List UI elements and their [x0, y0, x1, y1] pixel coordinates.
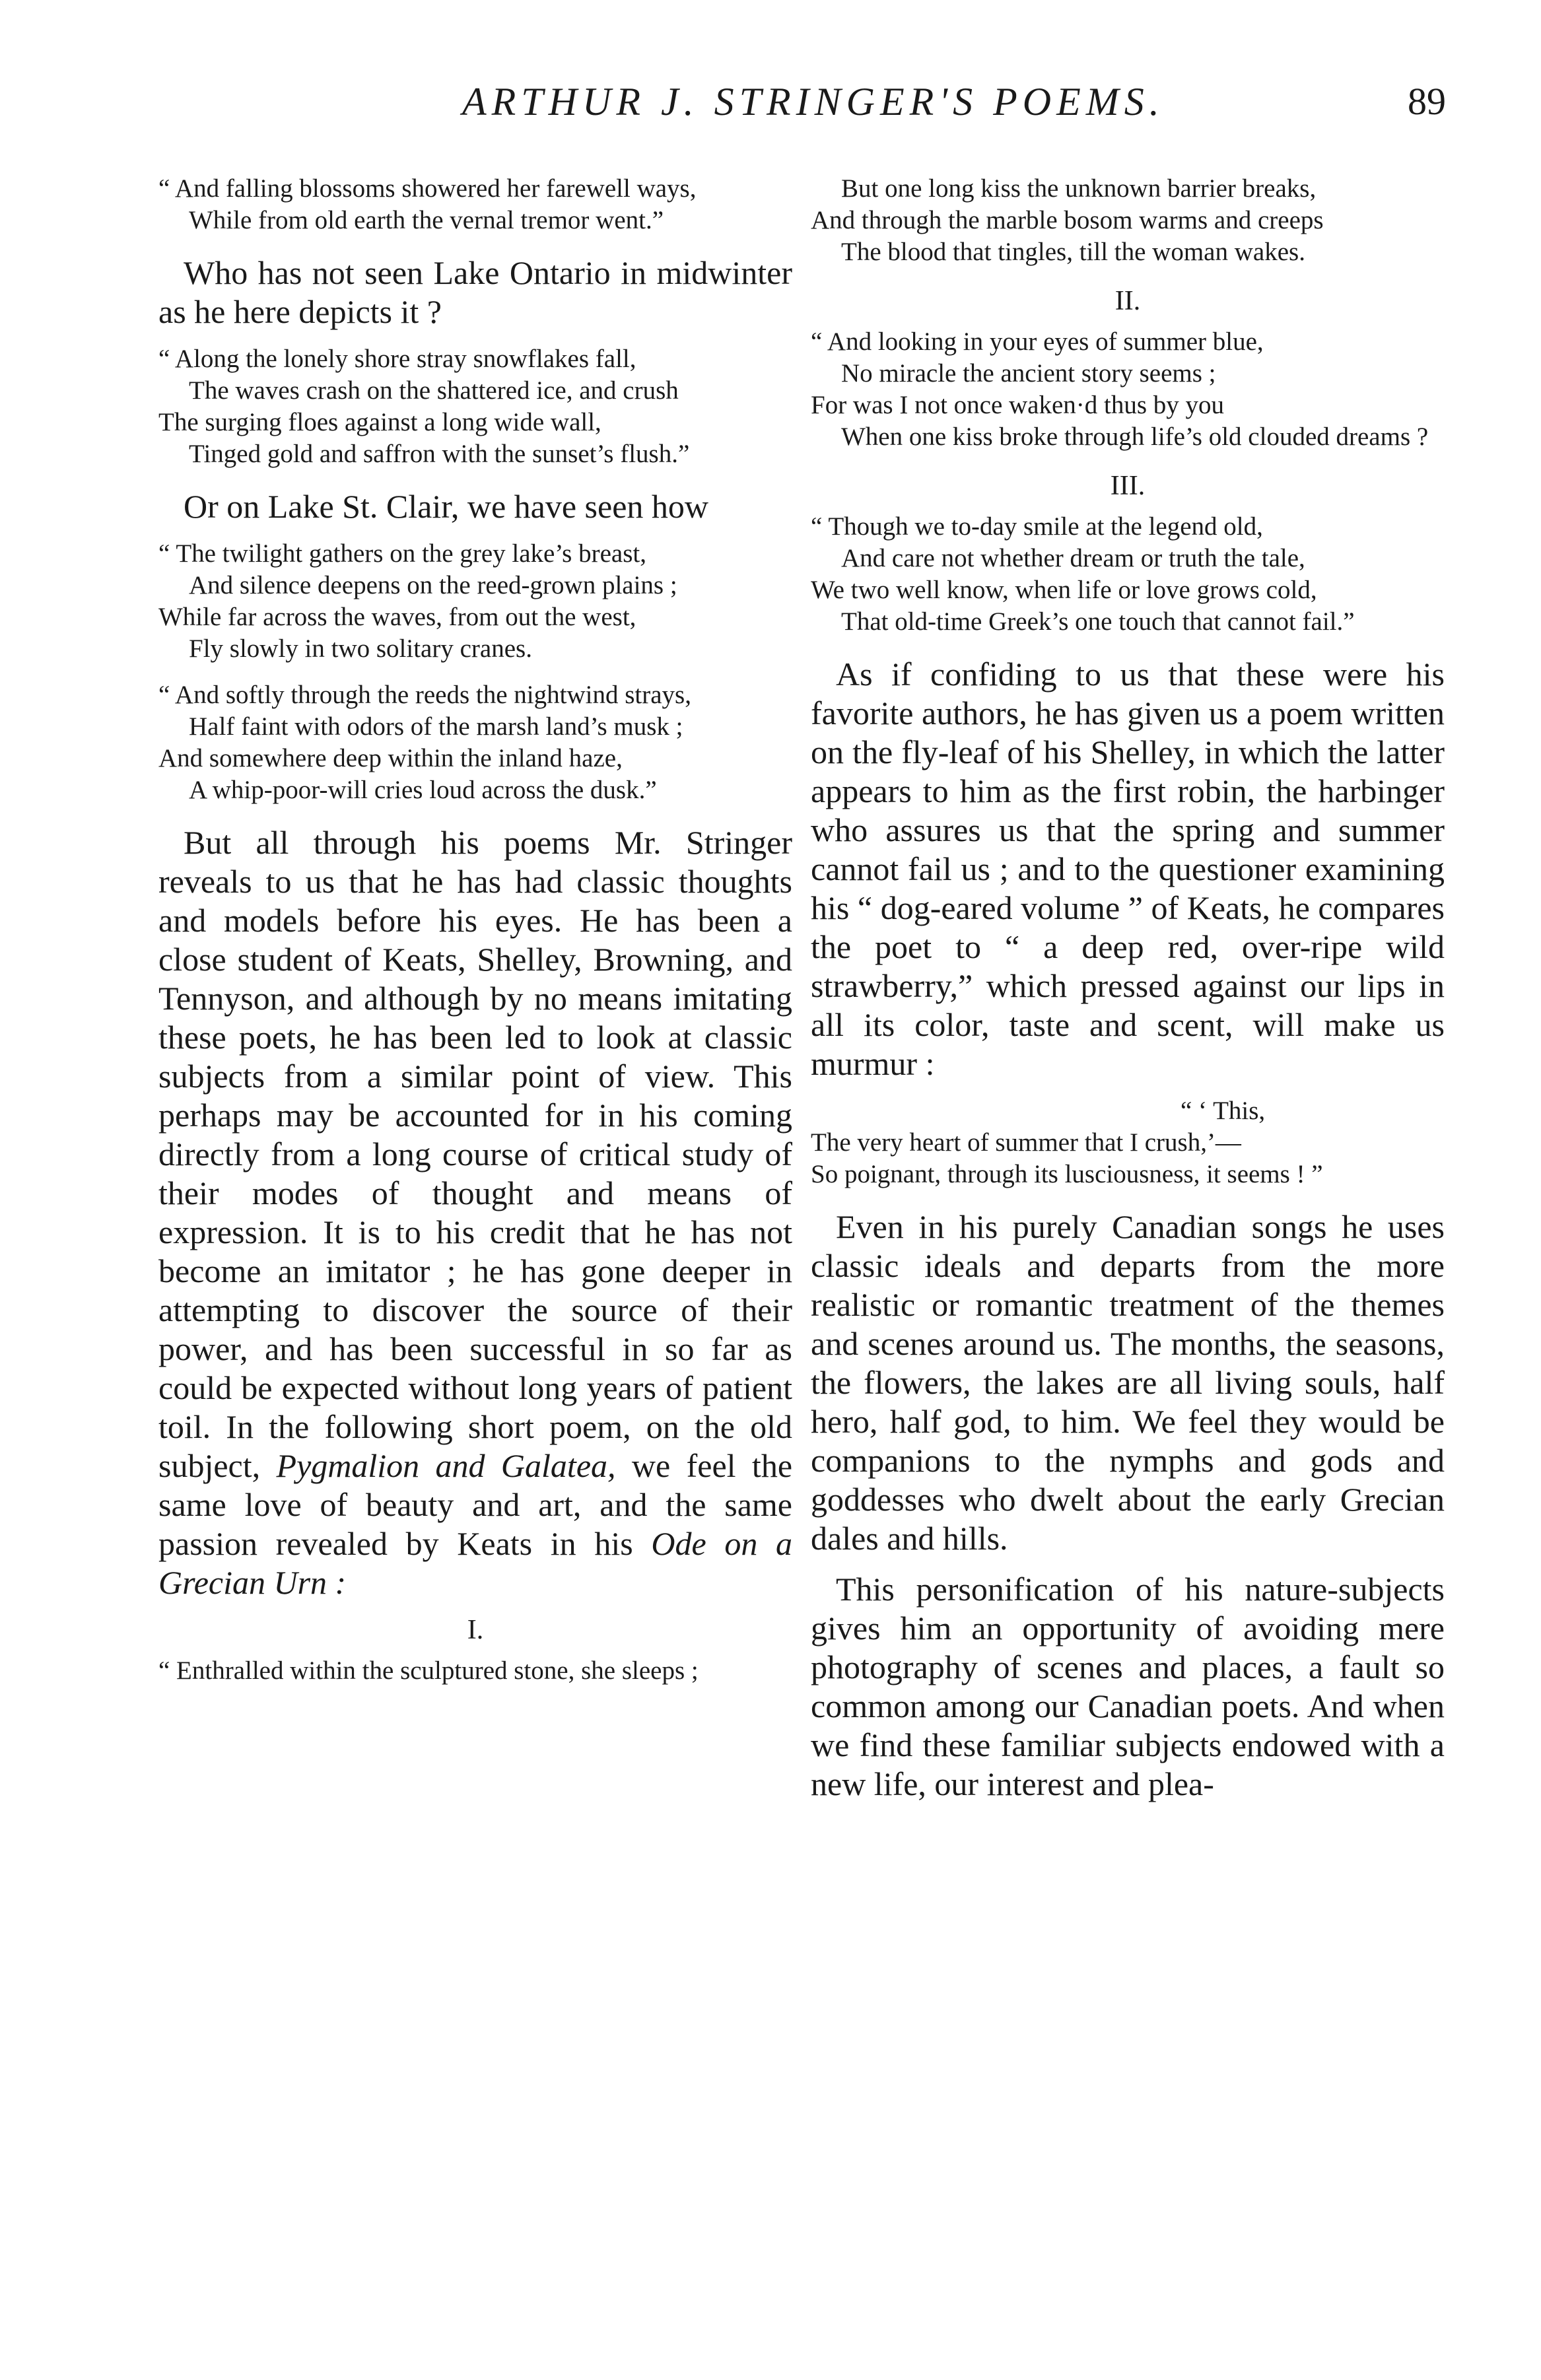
- running-title: ARTHUR J. STRINGER'S POEMS.: [462, 80, 1165, 123]
- verse-line: The very heart of summer that I crush,’—: [811, 1128, 1241, 1157]
- page-header: [165, 79, 1446, 145]
- verse-line: “ ‘ This,: [1181, 1097, 1266, 1125]
- quote-summer-blue: [811, 326, 1445, 453]
- verse-line: The blood that tingles, till the woman wakes.: [841, 238, 1305, 266]
- paragraph-classic-thoughts: [158, 823, 792, 1602]
- verse-line: Fly slowly in two solitary cranes.: [189, 634, 532, 663]
- verse-line: “ Though we to-day smile at the legend old,: [811, 512, 1263, 541]
- quote-falling-blossoms: [158, 173, 792, 236]
- verse-line: No miracle the ancient story seems ;: [841, 359, 1216, 388]
- verse-line: The surging floes against a long wide wall,: [158, 408, 601, 436]
- paragraph-personification: This personification of his nature-subjects gives him an opportunity of avoiding mere photography of scenes and places, a fault so common among our Canadian poets. And when we find these familiar subjects endowed with a new life, our interest and plea-: [811, 1571, 1445, 1802]
- verse-line: For was I not once waken·d thus by you: [811, 391, 1225, 419]
- paragraph-lake-ontario: Who has not seen Lake Ontario in midwinter as he here depicts it ?: [158, 254, 792, 330]
- section-numeral-iii: III.: [1110, 471, 1146, 501]
- page-number: 89: [1408, 80, 1446, 123]
- quote-one-long-kiss: [811, 173, 1445, 268]
- paragraph-favorite-authors: As if confiding to us that these were his favorite authors, he has given us a poem written on the fly-leaf of his Shelley, in which the latter appears to him as the first robin, the harbinger who assures us that the spring and summer cannot fail us ; and to the questioner examining his “ dog-eared volume ” of Keats, he compares the poet to “ a deep red, over-ripe wild strawberry,” which pressed against our lips in all its color, taste and scent, will make us murmur :: [811, 656, 1445, 1082]
- verse-line: Tinged gold and saffron with the sunset’s flush.”: [189, 440, 690, 468]
- paragraph-text: we feel the same love of beauty and art, and the same passion revealed by Keats in his: [158, 1447, 793, 1562]
- verse-line: So poignant, through its lusciousness, it seems ! ”: [811, 1160, 1323, 1188]
- verse-line: And silence deepens on the reed-grown plains ;: [189, 571, 677, 599]
- verse-line: “ Enthralled within the sculptured stone, she sleeps ;: [158, 1656, 699, 1685]
- verse-line: “ And looking in your eyes of summer blue,: [811, 327, 1264, 356]
- verse-line: “ The twilight gathers on the grey lake’s breast,: [158, 539, 646, 568]
- left-column: [158, 173, 792, 1704]
- verse-line: While far across the waves, from out the west,: [158, 603, 636, 631]
- quote-legend-old: [811, 511, 1445, 638]
- verse-line: And somewhere deep within the inland haze,: [158, 744, 623, 772]
- verse-line: And through the marble bosom warms and creeps: [811, 206, 1324, 234]
- paragraph-lake-st-clair: Or on Lake St. Clair, we have seen how: [184, 488, 708, 525]
- verse-line: Half faint with odors of the marsh land’s musk ;: [189, 712, 683, 741]
- section-numeral-i: I.: [467, 1615, 484, 1645]
- quote-lonely-shore: [158, 343, 792, 470]
- verse-line: The waves crash on the shattered ice, and crush: [189, 376, 679, 405]
- section-numeral-ii: II.: [1114, 286, 1141, 316]
- verse-line: A whip-poor-will cries loud across the dusk.”: [189, 776, 657, 804]
- paragraph-canadian-songs: Even in his purely Canadian songs he uses classic ideals and departs from the more realistic or romantic treatment of the themes and scenes around us. The months, the seasons, the flowers, the lakes are all living souls, half hero, half god, to him. We feel they would be companions to the nymphs and gods and goddesses who dwelt about the early Grecian dales and hills.: [811, 1208, 1445, 1557]
- quote-twilight: [158, 538, 792, 806]
- verse-line: We two well know, when life or love grows cold,: [811, 576, 1317, 604]
- verse-line: “ And falling blossoms showered her farewell ways,: [158, 174, 697, 203]
- poem-title-grecian-urn: Ode on a Grecian Urn :: [158, 1525, 792, 1601]
- verse-line: When one kiss broke through life’s old clouded dreams ?: [841, 423, 1429, 451]
- verse-line: That old-time Greek’s one touch that cannot fail.”: [841, 607, 1355, 636]
- verse-line: “ And softly through the reeds the nightwind strays,: [158, 681, 691, 709]
- quote-heart-of-summer: [811, 1095, 1445, 1190]
- paragraph-text: But all through his poems Mr. Stringer reveals to us that he has had classic thoughts and models before his eyes. He has been a close student of Keats, Shelley, Browning, and Tennyson, and although by no means imitating these poets, he has been led to look at classic subjects from a similar point of view. This perhaps may be accounted for in his coming directly from a long course of critical study of their modes of thought and means of expression. It is to his credit that he has not become an imitator ; he has gone deeper in attempting to discover the source of their power, and has been successful in so far as could be expected without long years of patient toil. In the following short poem, on the old subject,: [158, 824, 792, 1484]
- verse-line: While from old earth the vernal tremor went.”: [189, 206, 664, 234]
- quote-enthralled: [158, 1655, 792, 1687]
- verse-line: And care not whether dream or truth the tale,: [841, 544, 1305, 572]
- right-column: [811, 173, 1445, 1816]
- poem-title-pygmalion: Pygmalion and Galatea,: [276, 1447, 616, 1484]
- verse-line: “ Along the lonely shore stray snowflakes fall,: [158, 345, 636, 373]
- verse-line: But one long kiss the unknown barrier breaks,: [841, 174, 1317, 203]
